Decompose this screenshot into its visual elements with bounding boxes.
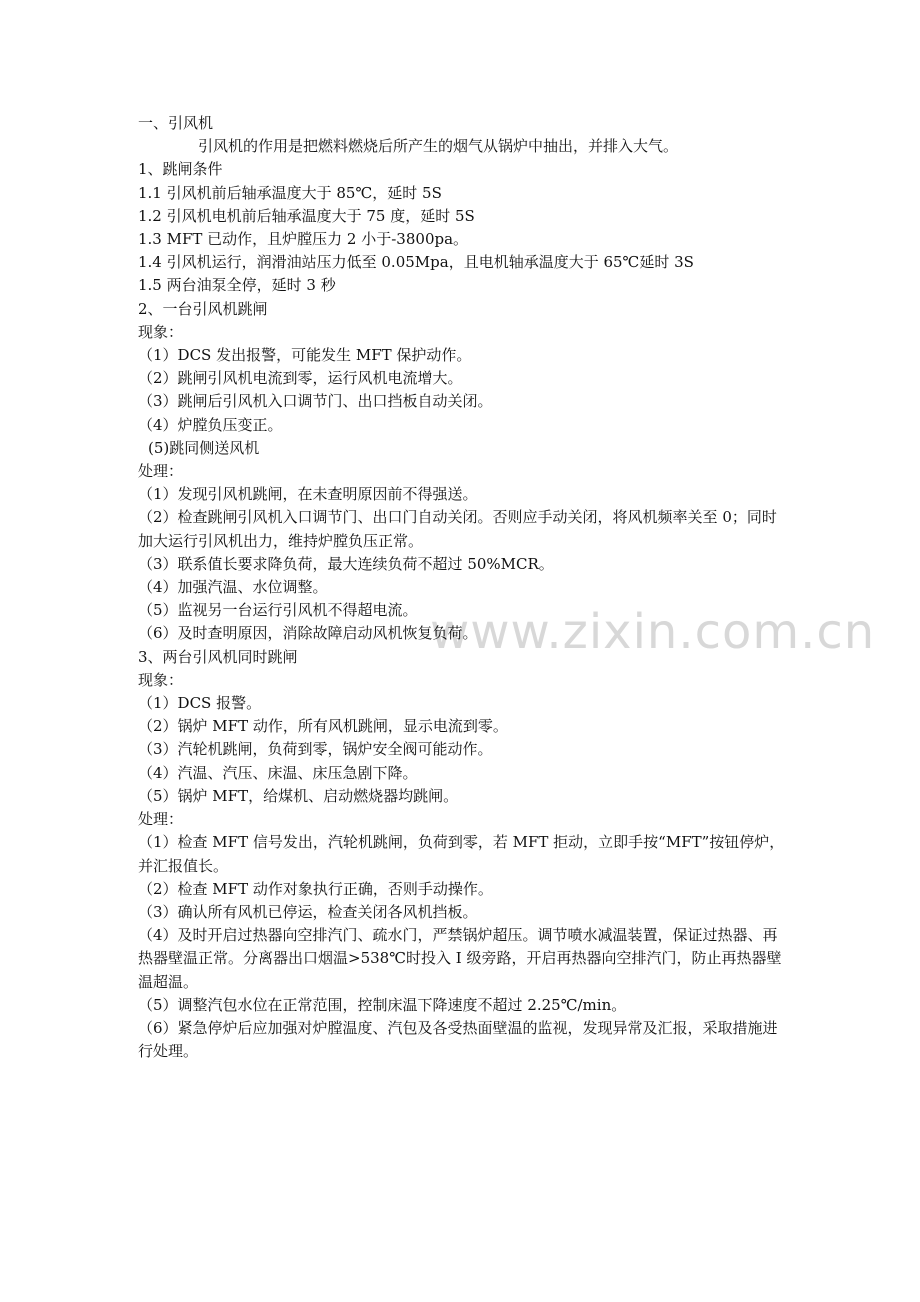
list-item: （4）加强汽温、水位调整。	[138, 578, 328, 597]
list-item: （5）锅炉 MFT，给煤机、启动燃烧器均跳闸。	[138, 786, 459, 805]
list-item: （3）确认所有风机已停运，检查关闭各风机挡板。	[138, 902, 478, 921]
list-item: （2）锅炉 MFT 动作，所有风机跳闸，显示电流到零。	[138, 717, 508, 736]
section-title: 1、跳闸条件	[138, 160, 223, 179]
list-item: （5）调整汽包水位在正常范围，控制床温下降速度不超过 2.25℃/min。	[138, 995, 627, 1014]
list-item: （1）发现引风机跳闸，在未查明原因前不得强送。	[138, 485, 478, 504]
section-title: 2、一台引风机跳闸	[138, 299, 268, 318]
list-item: （4）炉膛负压变正。	[138, 415, 283, 434]
list-item: （1）DCS 发出报警，可能发生 MFT 保护动作。	[138, 346, 472, 365]
watermark-text: www.zixin.com.cn	[430, 604, 876, 660]
phenomena-label: 现象：	[138, 670, 184, 689]
list-item: 1.1 引风机前后轴承温度大于 85℃，延时 5S	[138, 183, 442, 202]
phenomena-label: 现象：	[138, 322, 184, 341]
list-item: （4）及时开启过热器向空排汽门、疏水门，严禁锅炉超压。调节喷水减温装置，保证过热器、再热器壁温正常。分离器出口烟温>538℃时投入 I 级旁路，开启再热器向空排汽门，防止再热器壁温超温。	[138, 926, 782, 991]
list-item: (5)跳同侧送风机	[148, 438, 260, 457]
list-item: 1.3 MFT 已动作，且炉膛压力 2 小于-3800pa。	[138, 230, 469, 249]
list-item: （6）紧急停炉后应加强对炉膛温度、汽包及各受热面壁温的监视，发现异常及汇报，采取措施进行处理。	[138, 1018, 778, 1061]
list-item: （1）检查 MFT 信号发出，汽轮机跳闸，负荷到零，若 MFT 拒动，立即手按“MFT”按钮停炉，并汇报值长。	[138, 833, 785, 875]
list-item: （4）汽温、汽压、床温、床压急剧下降。	[138, 763, 418, 782]
list-item: （3）联系值长要求降负荷，最大连续负荷不超过 50%MCR。	[138, 554, 554, 573]
section-title: 3、两台引风机同时跳闸	[138, 647, 298, 666]
list-item: （6）及时查明原因，消除故障启动风机恢复负荷。	[138, 624, 478, 643]
list-item: 1.4 引风机运行，润滑油站压力低至 0.05Mpa，且电机轴承温度大于 65℃延时 3S	[138, 253, 694, 272]
list-item: （1）DCS 报警。	[138, 694, 262, 713]
handling-label: 处理：	[138, 810, 184, 829]
list-item: 1.2 引风机电机前后轴承温度大于 75 度，延时 5S	[138, 206, 475, 225]
list-item: （2）检查 MFT 动作对象执行正确，否则手动操作。	[138, 879, 493, 898]
list-item: （3）汽轮机跳闸，负荷到零，锅炉安全阀可能动作。	[138, 740, 493, 759]
list-item: 1.5 两台油泵全停，延时 3 秒	[138, 276, 336, 295]
list-item: （2）跳闸引风机电流到零，运行风机电流增大。	[138, 369, 463, 388]
intro-paragraph: 引风机的作用是把燃料燃烧后所产生的烟气从锅炉中抽出，并排入大气。	[198, 137, 679, 156]
list-item: （3）跳闸后引风机入口调节门、出口挡板自动关闭。	[138, 392, 493, 411]
list-item: （2）检查跳闸引风机入口调节门、出口门自动关闭。否则应手动关闭，将风机频率关至 0；同时加大运行引风机出力，维持炉膛负压正常。	[138, 508, 777, 550]
document-heading: 一、引风机	[138, 114, 214, 132]
handling-label: 处理：	[138, 462, 184, 481]
document-body	[138, 112, 788, 1063]
list-item: （5）监视另一台运行引风机不得超电流。	[138, 601, 418, 620]
